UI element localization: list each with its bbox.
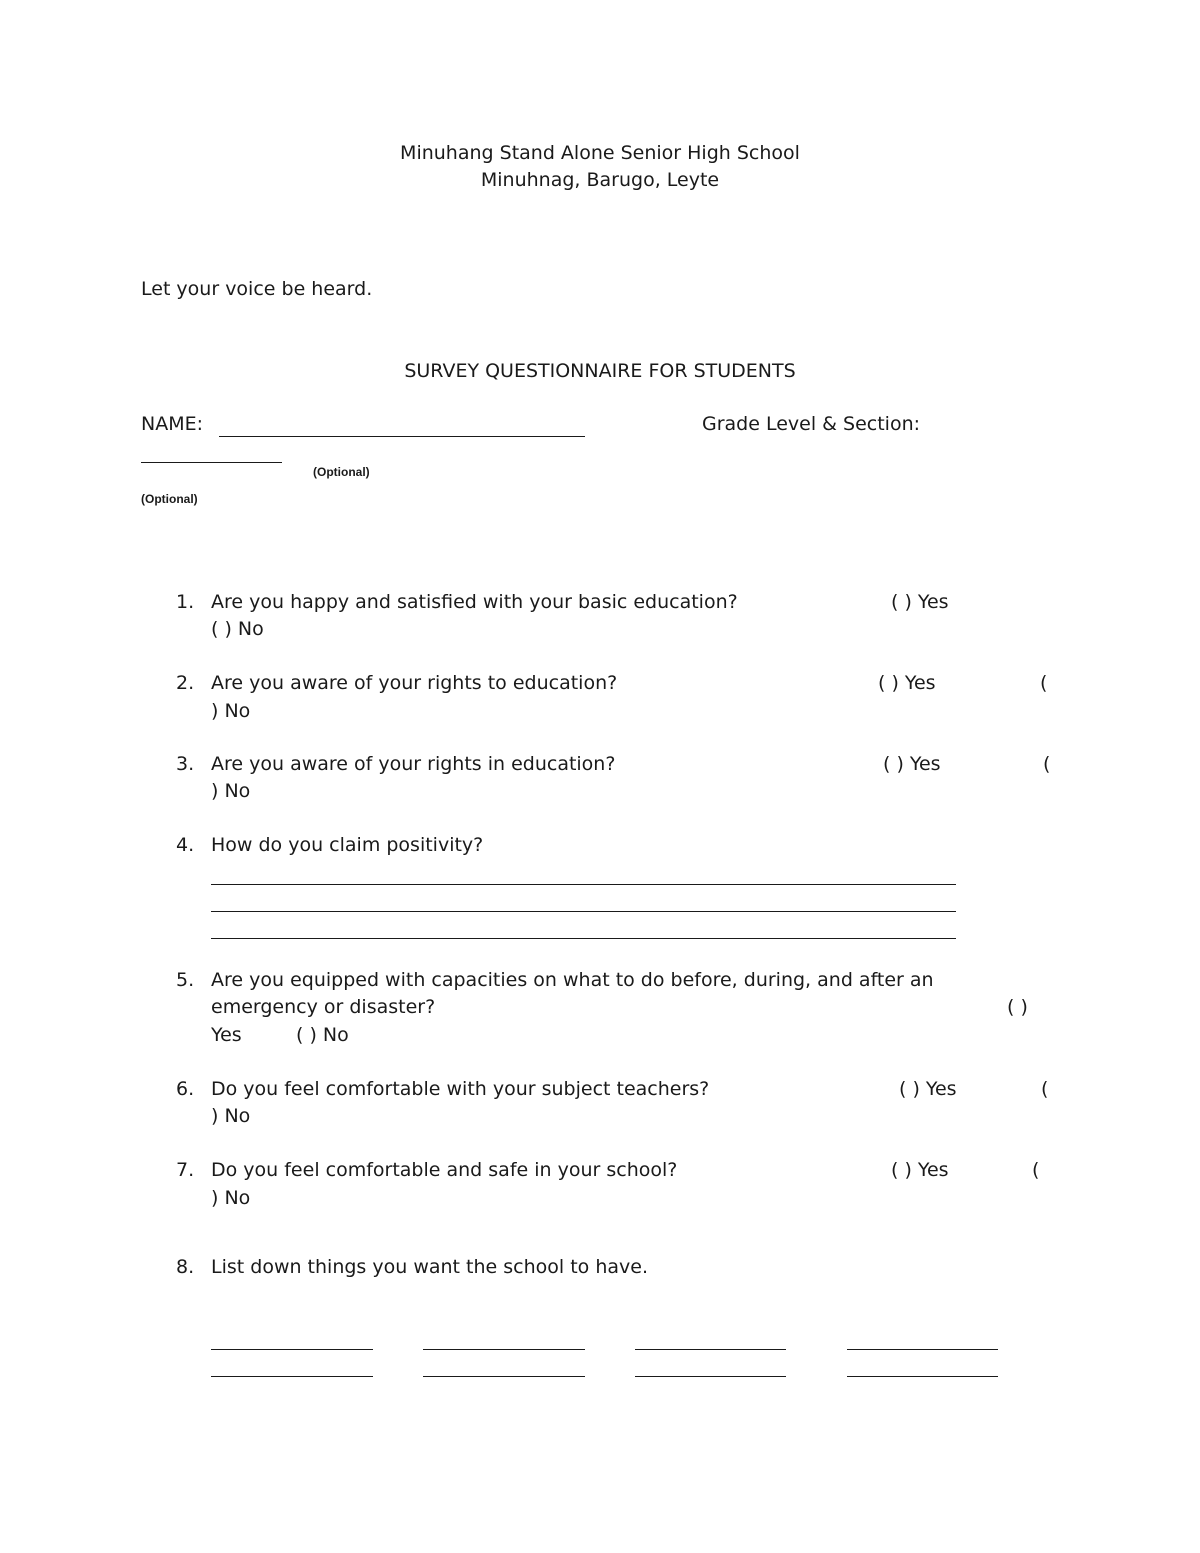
question-5-text-line-2: emergency or disaster? bbox=[211, 996, 436, 1018]
question-3-no-option[interactable]: ) No bbox=[211, 780, 251, 802]
question-7-yes-option[interactable]: ( ) Yes bbox=[891, 1159, 949, 1181]
wish-line[interactable] bbox=[635, 1376, 786, 1377]
question-8-text: List down things you want the school to have. bbox=[211, 1256, 648, 1278]
question-6-text: Do you feel comfortable with your subject teachers? bbox=[211, 1078, 710, 1100]
question-2-yes-option[interactable]: ( ) Yes bbox=[878, 672, 936, 694]
question-3-number: 3. bbox=[176, 753, 195, 775]
question-3-text: Are you aware of your rights in education? bbox=[211, 753, 616, 775]
wish-line[interactable] bbox=[211, 1349, 373, 1350]
question-6-no-open[interactable]: ( bbox=[1041, 1078, 1049, 1100]
answer-line[interactable] bbox=[211, 884, 956, 885]
name-label: NAME: bbox=[141, 413, 204, 435]
question-4-text: How do you claim positivity? bbox=[211, 834, 484, 856]
name-field[interactable] bbox=[219, 436, 585, 437]
page-title: SURVEY QUESTIONNAIRE FOR STUDENTS bbox=[404, 360, 796, 382]
question-3-yes-option[interactable]: ( ) Yes bbox=[883, 753, 941, 775]
answer-line[interactable] bbox=[211, 911, 956, 912]
question-2-no-open[interactable]: ( bbox=[1040, 672, 1048, 694]
question-7-no-option[interactable]: ) No bbox=[211, 1187, 251, 1209]
name-optional-note: (Optional) bbox=[313, 465, 370, 479]
question-1-yes-option[interactable]: ( ) Yes bbox=[891, 591, 949, 613]
question-6-no-option[interactable]: ) No bbox=[211, 1105, 251, 1127]
grade-field[interactable] bbox=[141, 462, 282, 463]
question-1-number: 1. bbox=[176, 591, 195, 613]
question-5-yes-open[interactable]: ( ) bbox=[1007, 996, 1028, 1018]
tagline: Let your voice be heard. bbox=[141, 278, 373, 300]
question-2-text: Are you aware of your rights to education? bbox=[211, 672, 618, 694]
question-6-yes-option[interactable]: ( ) Yes bbox=[899, 1078, 957, 1100]
question-8-number: 8. bbox=[176, 1256, 195, 1278]
question-1-text: Are you happy and satisfied with your basic education? bbox=[211, 591, 738, 613]
question-4-number: 4. bbox=[176, 834, 195, 856]
question-1-no-option[interactable]: ( ) No bbox=[211, 618, 264, 640]
question-5-yes-option[interactable]: Yes bbox=[211, 1024, 242, 1046]
wish-line[interactable] bbox=[847, 1349, 998, 1350]
question-5-text-line-1: Are you equipped with capacities on what to do before, during, and after an bbox=[211, 969, 934, 991]
question-7-number: 7. bbox=[176, 1159, 195, 1181]
wish-line[interactable] bbox=[211, 1376, 373, 1377]
question-2-no-option[interactable]: ) No bbox=[211, 700, 251, 722]
question-3-no-open[interactable]: ( bbox=[1043, 753, 1051, 775]
question-7-text: Do you feel comfortable and safe in your school? bbox=[211, 1159, 678, 1181]
wish-line[interactable] bbox=[423, 1376, 585, 1377]
question-6-number: 6. bbox=[176, 1078, 195, 1100]
question-2-number: 2. bbox=[176, 672, 195, 694]
question-5-no-option[interactable]: ( ) No bbox=[296, 1024, 349, 1046]
wish-line[interactable] bbox=[847, 1376, 998, 1377]
wish-line[interactable] bbox=[635, 1349, 786, 1350]
question-7-no-open[interactable]: ( bbox=[1032, 1159, 1040, 1181]
grade-optional-note: (Optional) bbox=[141, 492, 198, 506]
question-5-number: 5. bbox=[176, 969, 195, 991]
school-address: Minuhnag, Barugo, Leyte bbox=[480, 169, 720, 191]
school-name: Minuhang Stand Alone Senior High School bbox=[400, 142, 800, 164]
answer-line[interactable] bbox=[211, 938, 956, 939]
wish-line[interactable] bbox=[423, 1349, 585, 1350]
grade-label: Grade Level & Section: bbox=[702, 413, 921, 435]
